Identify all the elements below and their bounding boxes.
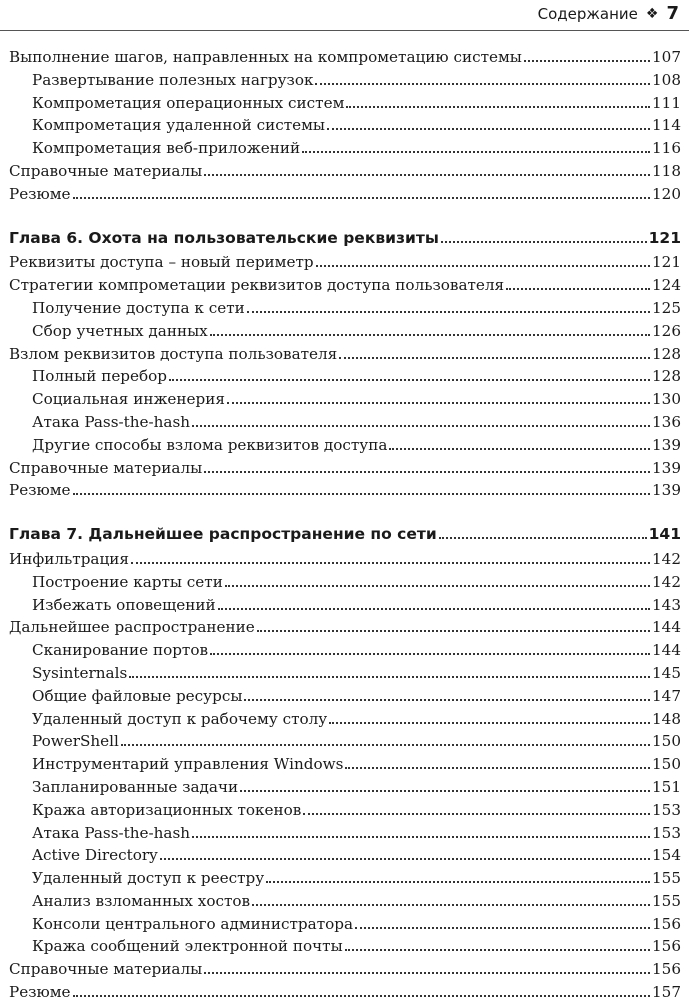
toc-entry[interactable] bbox=[9, 46, 681, 69]
toc-entry-title: Удаленный доступ к рабочему столу bbox=[32, 709, 328, 728]
toc-entry-page: 130 bbox=[652, 390, 681, 409]
toc-entry[interactable] bbox=[9, 639, 681, 662]
dot-leader bbox=[160, 858, 650, 860]
toc-entry[interactable] bbox=[9, 274, 681, 297]
toc-entry-title: Компрометация веб-приложений bbox=[32, 139, 301, 158]
toc-entry-title: Удаленный доступ к реестру bbox=[32, 869, 265, 888]
toc-entry-title: Избежать оповещений bbox=[32, 595, 216, 614]
dot-leader bbox=[121, 744, 650, 746]
toc-entry-title: Глава 6. Охота на пользовательские реквизиты bbox=[9, 228, 439, 247]
toc-entry-title: Сбор учетных данных bbox=[32, 321, 208, 340]
toc-entry-page: 150 bbox=[652, 755, 681, 774]
dot-leader bbox=[524, 60, 650, 62]
toc-entry-title: Запланированные задачи bbox=[32, 777, 239, 796]
toc-entry[interactable] bbox=[9, 160, 681, 183]
toc-entry[interactable] bbox=[9, 753, 681, 776]
toc-entry-title: Глава 7. Дальнейшее распространение по сети bbox=[9, 525, 437, 544]
dot-leader bbox=[73, 493, 650, 495]
toc-entry-title: Другие способы взлома реквизитов доступа bbox=[32, 435, 388, 454]
toc-entry-title: Построение карты сети bbox=[32, 572, 223, 591]
toc-entry[interactable] bbox=[9, 388, 681, 411]
toc-entry-page: 145 bbox=[652, 663, 681, 682]
dot-leader bbox=[192, 425, 650, 427]
dot-leader bbox=[204, 471, 650, 473]
dot-leader bbox=[73, 995, 650, 997]
toc-entry-title: Резюме bbox=[9, 481, 71, 500]
toc-entry[interactable] bbox=[9, 616, 681, 639]
dot-leader bbox=[244, 699, 650, 701]
toc-entry[interactable] bbox=[9, 114, 681, 137]
toc-entry-title: Получение доступа к сети bbox=[32, 298, 245, 317]
toc-entry-page: 120 bbox=[652, 184, 681, 203]
toc-entry-page: 143 bbox=[652, 595, 681, 614]
toc-entry[interactable] bbox=[9, 730, 681, 753]
toc-entry-page: 139 bbox=[652, 435, 681, 454]
toc-entry[interactable] bbox=[9, 913, 681, 936]
table-of-contents bbox=[9, 46, 681, 1004]
dot-leader bbox=[315, 83, 650, 85]
toc-entry[interactable] bbox=[9, 981, 681, 1004]
toc-entry-page: 156 bbox=[652, 960, 681, 979]
toc-entry-title: Инструментарий управления Windows bbox=[32, 755, 344, 774]
header-section-title: Содержание bbox=[537, 4, 638, 23]
dot-leader bbox=[210, 334, 650, 336]
toc-entry[interactable] bbox=[9, 685, 681, 708]
toc-entry-page: 139 bbox=[652, 481, 681, 500]
dot-leader bbox=[129, 676, 650, 678]
dot-leader bbox=[257, 630, 650, 632]
toc-entry-title: Атака Pass-the-hash bbox=[32, 823, 191, 842]
dot-leader bbox=[302, 151, 650, 153]
toc-entry[interactable] bbox=[9, 844, 681, 867]
toc-entry[interactable] bbox=[9, 935, 681, 958]
toc-entry-page: 118 bbox=[652, 161, 681, 180]
dot-leader bbox=[316, 265, 650, 267]
toc-entry[interactable] bbox=[9, 457, 681, 480]
toc-entry-title: Атака Pass-the-hash bbox=[32, 412, 191, 431]
dot-leader bbox=[210, 653, 650, 655]
dot-leader bbox=[218, 608, 650, 610]
toc-entry[interactable] bbox=[9, 662, 681, 685]
toc-entry-title: Социальная инженерия bbox=[32, 390, 225, 409]
dot-leader bbox=[192, 836, 650, 838]
toc-entry[interactable] bbox=[9, 867, 681, 890]
dot-leader bbox=[240, 790, 650, 792]
dot-leader bbox=[204, 174, 650, 176]
toc-entry-page: 144 bbox=[652, 641, 681, 660]
toc-entry-page: 151 bbox=[652, 777, 681, 796]
dot-leader bbox=[389, 448, 650, 450]
toc-entry-page: 155 bbox=[652, 891, 681, 910]
toc-entry-page: 156 bbox=[652, 914, 681, 933]
toc-entry-page: 142 bbox=[652, 572, 681, 591]
dot-leader bbox=[346, 106, 650, 108]
toc-entry-page: 116 bbox=[652, 139, 681, 158]
toc-entry-page: 126 bbox=[652, 321, 681, 340]
toc-entry-page: 156 bbox=[652, 937, 681, 956]
toc-entry[interactable] bbox=[9, 822, 681, 845]
toc-entry[interactable] bbox=[9, 594, 681, 617]
toc-entry[interactable] bbox=[9, 434, 681, 457]
toc-entry[interactable] bbox=[9, 708, 681, 731]
toc-entry-page: 139 bbox=[652, 458, 681, 477]
dot-leader bbox=[252, 904, 650, 906]
toc-entry-title: Sysinternals bbox=[32, 663, 128, 682]
dot-leader bbox=[204, 972, 650, 974]
toc-entry-title: Справочные материалы bbox=[9, 960, 203, 979]
dot-leader bbox=[441, 241, 647, 243]
dot-leader bbox=[339, 357, 650, 359]
toc-entry-title: Дальнейшее распространение bbox=[9, 618, 255, 637]
toc-entry-page: 108 bbox=[652, 70, 681, 89]
toc-entry[interactable] bbox=[9, 799, 681, 822]
toc-entry[interactable] bbox=[9, 343, 681, 366]
dot-leader bbox=[225, 585, 650, 587]
toc-entry[interactable] bbox=[9, 92, 681, 115]
toc-entry-title: Справочные материалы bbox=[9, 458, 203, 477]
dot-leader bbox=[506, 288, 650, 290]
toc-entry-title: Сканирование портов bbox=[32, 641, 209, 660]
dot-leader bbox=[345, 949, 650, 951]
toc-entry[interactable] bbox=[9, 958, 681, 981]
toc-entry-page: 128 bbox=[652, 367, 681, 386]
toc-entry-page: 114 bbox=[652, 116, 681, 135]
toc-entry-title: Стратегии компрометации реквизитов доступа пользователя bbox=[9, 276, 505, 295]
toc-entry-page: 121 bbox=[648, 228, 681, 247]
dot-leader bbox=[303, 813, 650, 815]
toc-entry-title: Резюме bbox=[9, 983, 71, 1002]
toc-entry-page: 148 bbox=[652, 709, 681, 728]
toc-entry-page: 124 bbox=[652, 276, 681, 295]
toc-entry-page: 153 bbox=[652, 800, 681, 819]
toc-entry-title: Общие файловые ресурсы bbox=[32, 686, 243, 705]
dot-leader bbox=[247, 311, 650, 313]
toc-entry[interactable] bbox=[9, 548, 681, 571]
toc-entry-page: 144 bbox=[652, 618, 681, 637]
page-header bbox=[0, 0, 689, 31]
toc-entry-title: Кража сообщений электронной почты bbox=[32, 937, 343, 956]
toc-entry-title: Развертывание полезных нагрузок bbox=[32, 70, 314, 89]
dot-leader bbox=[327, 128, 650, 130]
toc-entry-page: 150 bbox=[652, 732, 681, 751]
toc-entry-page: 142 bbox=[652, 549, 681, 568]
toc-entry-title: Взлом реквизитов доступа пользователя bbox=[9, 344, 338, 363]
toc-entry-page: 107 bbox=[652, 48, 681, 66]
toc-entry[interactable] bbox=[9, 776, 681, 799]
toc-entry[interactable] bbox=[9, 183, 681, 206]
toc-entry[interactable] bbox=[9, 320, 681, 343]
toc-entry[interactable] bbox=[9, 571, 681, 594]
toc-entry-page: 125 bbox=[652, 298, 681, 317]
toc-entry-page: 128 bbox=[652, 344, 681, 363]
toc-entry-page: 121 bbox=[652, 253, 681, 272]
toc-entry[interactable] bbox=[9, 890, 681, 913]
toc-entry-page: 136 bbox=[652, 412, 681, 431]
dot-leader bbox=[131, 562, 650, 564]
toc-entry-title: Active Directory bbox=[32, 846, 158, 865]
toc-entry-page: 154 bbox=[652, 846, 681, 865]
toc-entry-title: Компрометация удаленной системы bbox=[32, 116, 325, 135]
toc-entry-title: Резюме bbox=[9, 184, 71, 203]
toc-entry-title: Реквизиты доступа – новый периметр bbox=[9, 253, 314, 272]
dot-leader bbox=[439, 537, 647, 539]
toc-chapter-entry[interactable] bbox=[9, 227, 681, 250]
toc-entry[interactable] bbox=[9, 297, 681, 320]
toc-entry-title: Инфильтрация bbox=[9, 549, 129, 568]
ornament-icon: ❖ bbox=[645, 5, 659, 22]
dot-leader bbox=[345, 767, 650, 769]
toc-entry[interactable] bbox=[9, 479, 681, 502]
toc-entry-title: Полный перебор bbox=[32, 367, 168, 386]
toc-entry[interactable] bbox=[9, 137, 681, 160]
toc-entry-title: Консоли центрального администратора bbox=[32, 914, 354, 933]
dot-leader bbox=[73, 197, 650, 199]
toc-entry-title: Анализ взломанных хостов bbox=[32, 891, 251, 910]
toc-entry-page: 153 bbox=[652, 823, 681, 842]
dot-leader bbox=[266, 881, 650, 883]
toc-entry-title: Справочные материалы bbox=[9, 161, 203, 180]
toc-entry[interactable] bbox=[9, 411, 681, 434]
toc-entry-page: 155 bbox=[652, 869, 681, 888]
toc-entry[interactable] bbox=[9, 69, 681, 92]
dot-leader bbox=[169, 379, 650, 381]
toc-entry-title: Кража авторизационных токенов bbox=[32, 800, 302, 819]
dot-leader bbox=[329, 722, 650, 724]
toc-entry-page: 147 bbox=[652, 686, 681, 705]
toc-entry-title: Компрометация операционных систем bbox=[32, 93, 345, 112]
toc-entry-page: 141 bbox=[648, 525, 681, 544]
toc-entry-title: Выполнение шагов, направленных на компрометацию системы bbox=[9, 48, 522, 66]
toc-entry[interactable] bbox=[9, 251, 681, 274]
dot-leader bbox=[355, 927, 650, 929]
toc-chapter-entry[interactable] bbox=[9, 523, 681, 546]
toc-entry-page: 111 bbox=[652, 93, 681, 112]
toc-entry-page: 157 bbox=[652, 983, 681, 1002]
toc-entry-title: PowerShell bbox=[32, 732, 119, 751]
header-content bbox=[538, 3, 679, 24]
header-page-number: 7 bbox=[666, 3, 679, 24]
dot-leader bbox=[227, 402, 650, 404]
toc-entry[interactable] bbox=[9, 365, 681, 388]
